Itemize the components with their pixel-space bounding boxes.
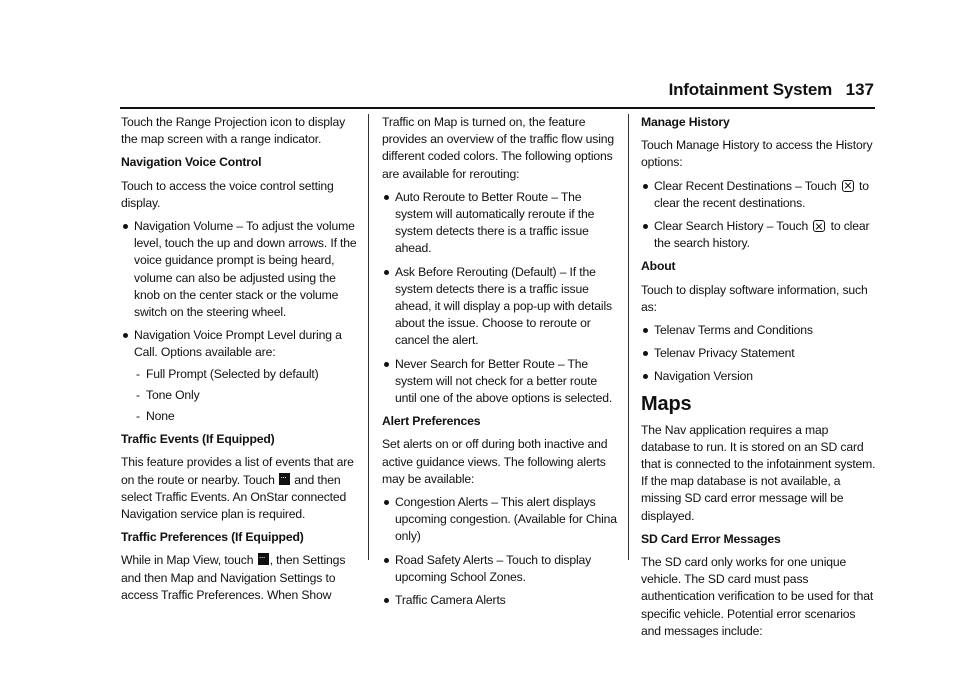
- list-item: [641, 178, 877, 212]
- list-item: [121, 327, 359, 425]
- text-run: While in Map View, touch: [121, 553, 254, 568]
- paragraph: Touch the Range Projection icon to display the map screen with a range indicator.: [121, 115, 346, 147]
- list-item: Never Search for Better Route – The system will not check for a better route until one of the above options is selected.: [382, 356, 620, 408]
- page-header: [0, 80, 960, 104]
- list-item: Navigation Version: [641, 368, 877, 385]
- subheading-navigation-voice-control: Navigation Voice Control: [121, 155, 262, 170]
- clear-icon: [842, 180, 854, 192]
- list-item: Road Safety Alerts – Touch to display upcoming School Zones.: [382, 552, 620, 586]
- text-run: This feature provides a list of events that are on the route or nearby. Touch: [121, 455, 354, 487]
- page-number: 137: [845, 80, 874, 99]
- paragraph: Set alerts on or off during both inactive and active guidance views. The following alerts may be available:: [382, 437, 608, 486]
- bullet-list: [641, 322, 877, 386]
- bullet-list: [382, 494, 620, 609]
- clear-icon: [813, 220, 825, 232]
- column-3: [641, 114, 877, 646]
- subheading-traffic-preferences: Traffic Preferences (If Equipped): [121, 530, 304, 545]
- dash-item: - None: [134, 408, 359, 425]
- text-run: Clear Recent Destinations – Touch: [654, 178, 837, 193]
- list-item-text: Navigation Voice Prompt Level during a Call. Options available are:: [134, 328, 342, 360]
- list-item: Navigation Volume – To adjust the volume level, touch the up and down arrows. If the voice guidance prompt is being heard, volume can also be adjusted using the knob on the center stack or the volume switch on the steering wheel.: [121, 218, 359, 321]
- text-run: and then select Traffic Events. An OnStar connected Navigation service plan is required.: [121, 472, 347, 522]
- paragraph: Touch to access the voice control setting display.: [121, 178, 334, 210]
- list-item: Congestion Alerts – This alert displays upcoming congestion. (Available for China only): [382, 494, 620, 546]
- dash-item: - Tone Only: [134, 387, 359, 404]
- dash-list: [134, 366, 359, 426]
- subheading-manage-history: Manage History: [641, 115, 730, 129]
- bullet-list: [121, 218, 359, 425]
- list-item: Telenav Privacy Statement: [641, 345, 877, 362]
- text-run: , then Settings and then Map and Navigation Settings to access Traffic Preferences. When Show: [121, 553, 346, 602]
- paragraph: [121, 552, 359, 604]
- paragraph: Touch to display software information, such as:: [641, 282, 868, 314]
- bullet-list: [641, 178, 877, 253]
- column-2: [382, 114, 620, 615]
- header-rule: [120, 107, 875, 109]
- text-run: to clear the search history.: [654, 219, 870, 251]
- column-divider-1: [368, 114, 369, 560]
- paragraph: Touch Manage History to access the History options:: [641, 138, 873, 170]
- list-item: Traffic Camera Alerts: [382, 592, 620, 609]
- column-divider-2: [628, 114, 629, 560]
- list-item: Ask Before Rerouting (Default) – If the system detects there is a traffic issue ahead, it will display a pop-up with details about the issue. Choose to reroute or cancel the alert.: [382, 264, 620, 350]
- text-run: to clear the recent destinations.: [654, 178, 869, 210]
- bullet-list: [382, 189, 620, 407]
- list-item: [641, 218, 877, 252]
- paragraph: The Nav application requires a map database to run. It is stored on an SD card that is connected to the infotainment system. If the map database is not available, a missing SD card error message will be displayed.: [641, 422, 876, 523]
- paragraph: The SD card only works for one unique vehicle. The SD card must pass authentication verification to be used for that specific vehicle. Potential error scenarios and messages include:: [641, 555, 874, 638]
- dash-item: - Full Prompt (Selected by default): [134, 366, 359, 383]
- subheading-alert-preferences: Alert Preferences: [382, 414, 481, 429]
- list-item: Telenav Terms and Conditions: [641, 322, 877, 339]
- subheading-traffic-events: Traffic Events (If Equipped): [121, 432, 275, 447]
- subheading-about: About: [641, 259, 676, 274]
- paragraph: Traffic on Map is turned on, the feature provides an overview of the traffic flow using different coded colors. The following options are available for rerouting:: [382, 115, 615, 181]
- section-heading-maps: Maps: [641, 392, 692, 415]
- menu-icon: [258, 553, 269, 565]
- paragraph: [121, 454, 359, 523]
- text-run: Clear Search History – Touch: [654, 219, 809, 234]
- running-head-title: Infotainment System: [668, 80, 832, 99]
- menu-icon: [279, 473, 290, 485]
- list-item: Auto Reroute to Better Route – The system will automatically reroute if the system detects there is a traffic issue ahead.: [382, 189, 620, 258]
- subheading-sd-card-error-messages: SD Card Error Messages: [641, 531, 781, 546]
- column-1: [121, 114, 359, 610]
